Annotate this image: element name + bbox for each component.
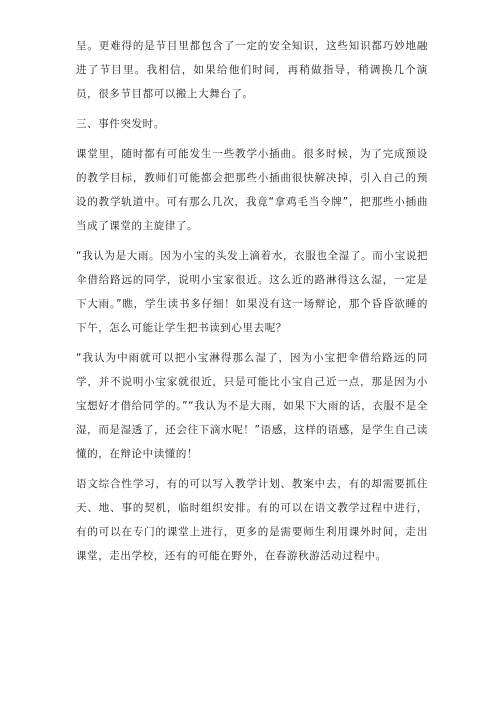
paragraph-quote-medium-rain: “我认为中雨就可以把小宝淋得那么湿了，因为小宝把伞借给路远的同学，并不说明小宝家就很近，只是可能比小宝自己近一点，那是因为小宝想好才借给同学的。”“我认为不是大雨，如果下大雨的话，衣服不是全湿，而是湿透了，还会往下滴水呢！”语感，这样的语感，是学生自己读懂的，在辩论中读懂的！ [76, 352, 428, 460]
paragraph-quote-big-rain: “我认为是大雨。因为小宝的头发上滴着水，衣服也全湿了。而小宝说把伞借给路远的同学，说明小宝家很近。这么近的路淋得这么湿，一定是下大雨。”瞧，学生读书多仔细！如果没有这一场辩论，那个昏昏欲睡的下午，怎么可能让学生把书读到心里去呢？ [76, 250, 428, 334]
paragraph-classroom: 课堂里，随时都有可能发生一些教学小插曲。很多时候，为了完成预设的教学目标，教师们可能都会把那些小插曲很快解决掉，引入自己的预设的教学轨道中。可有那么几次，我竟“拿鸡毛当令牌”，把那些小插曲当成了课堂的主旋律了。 [76, 148, 428, 232]
document-body [76, 34, 428, 574]
paragraph-comprehensive-learning: 语文综合性学习，有的可以写入教学计划、教案中去，有的却需要抓住天、地、事的契机，临时组织安排。有的可以在语文教学过程中进行，有的可以在专门的课堂上进行，更多的是需要师生利用课外时间，走出课堂，走出学校，还有的可能在野外，在春游秋游活动过程中。 [76, 478, 428, 562]
paragraph-continuation: 呈。更难得的是节目里都包含了一定的安全知识，这些知识都巧妙地融进了节目里。我相信，如果给他们时间，再稍做指导，稍调换几个演员，很多节目都可以搬上大舞台了。 [76, 40, 428, 100]
section-heading: 三、事件突发时。 [76, 118, 165, 130]
